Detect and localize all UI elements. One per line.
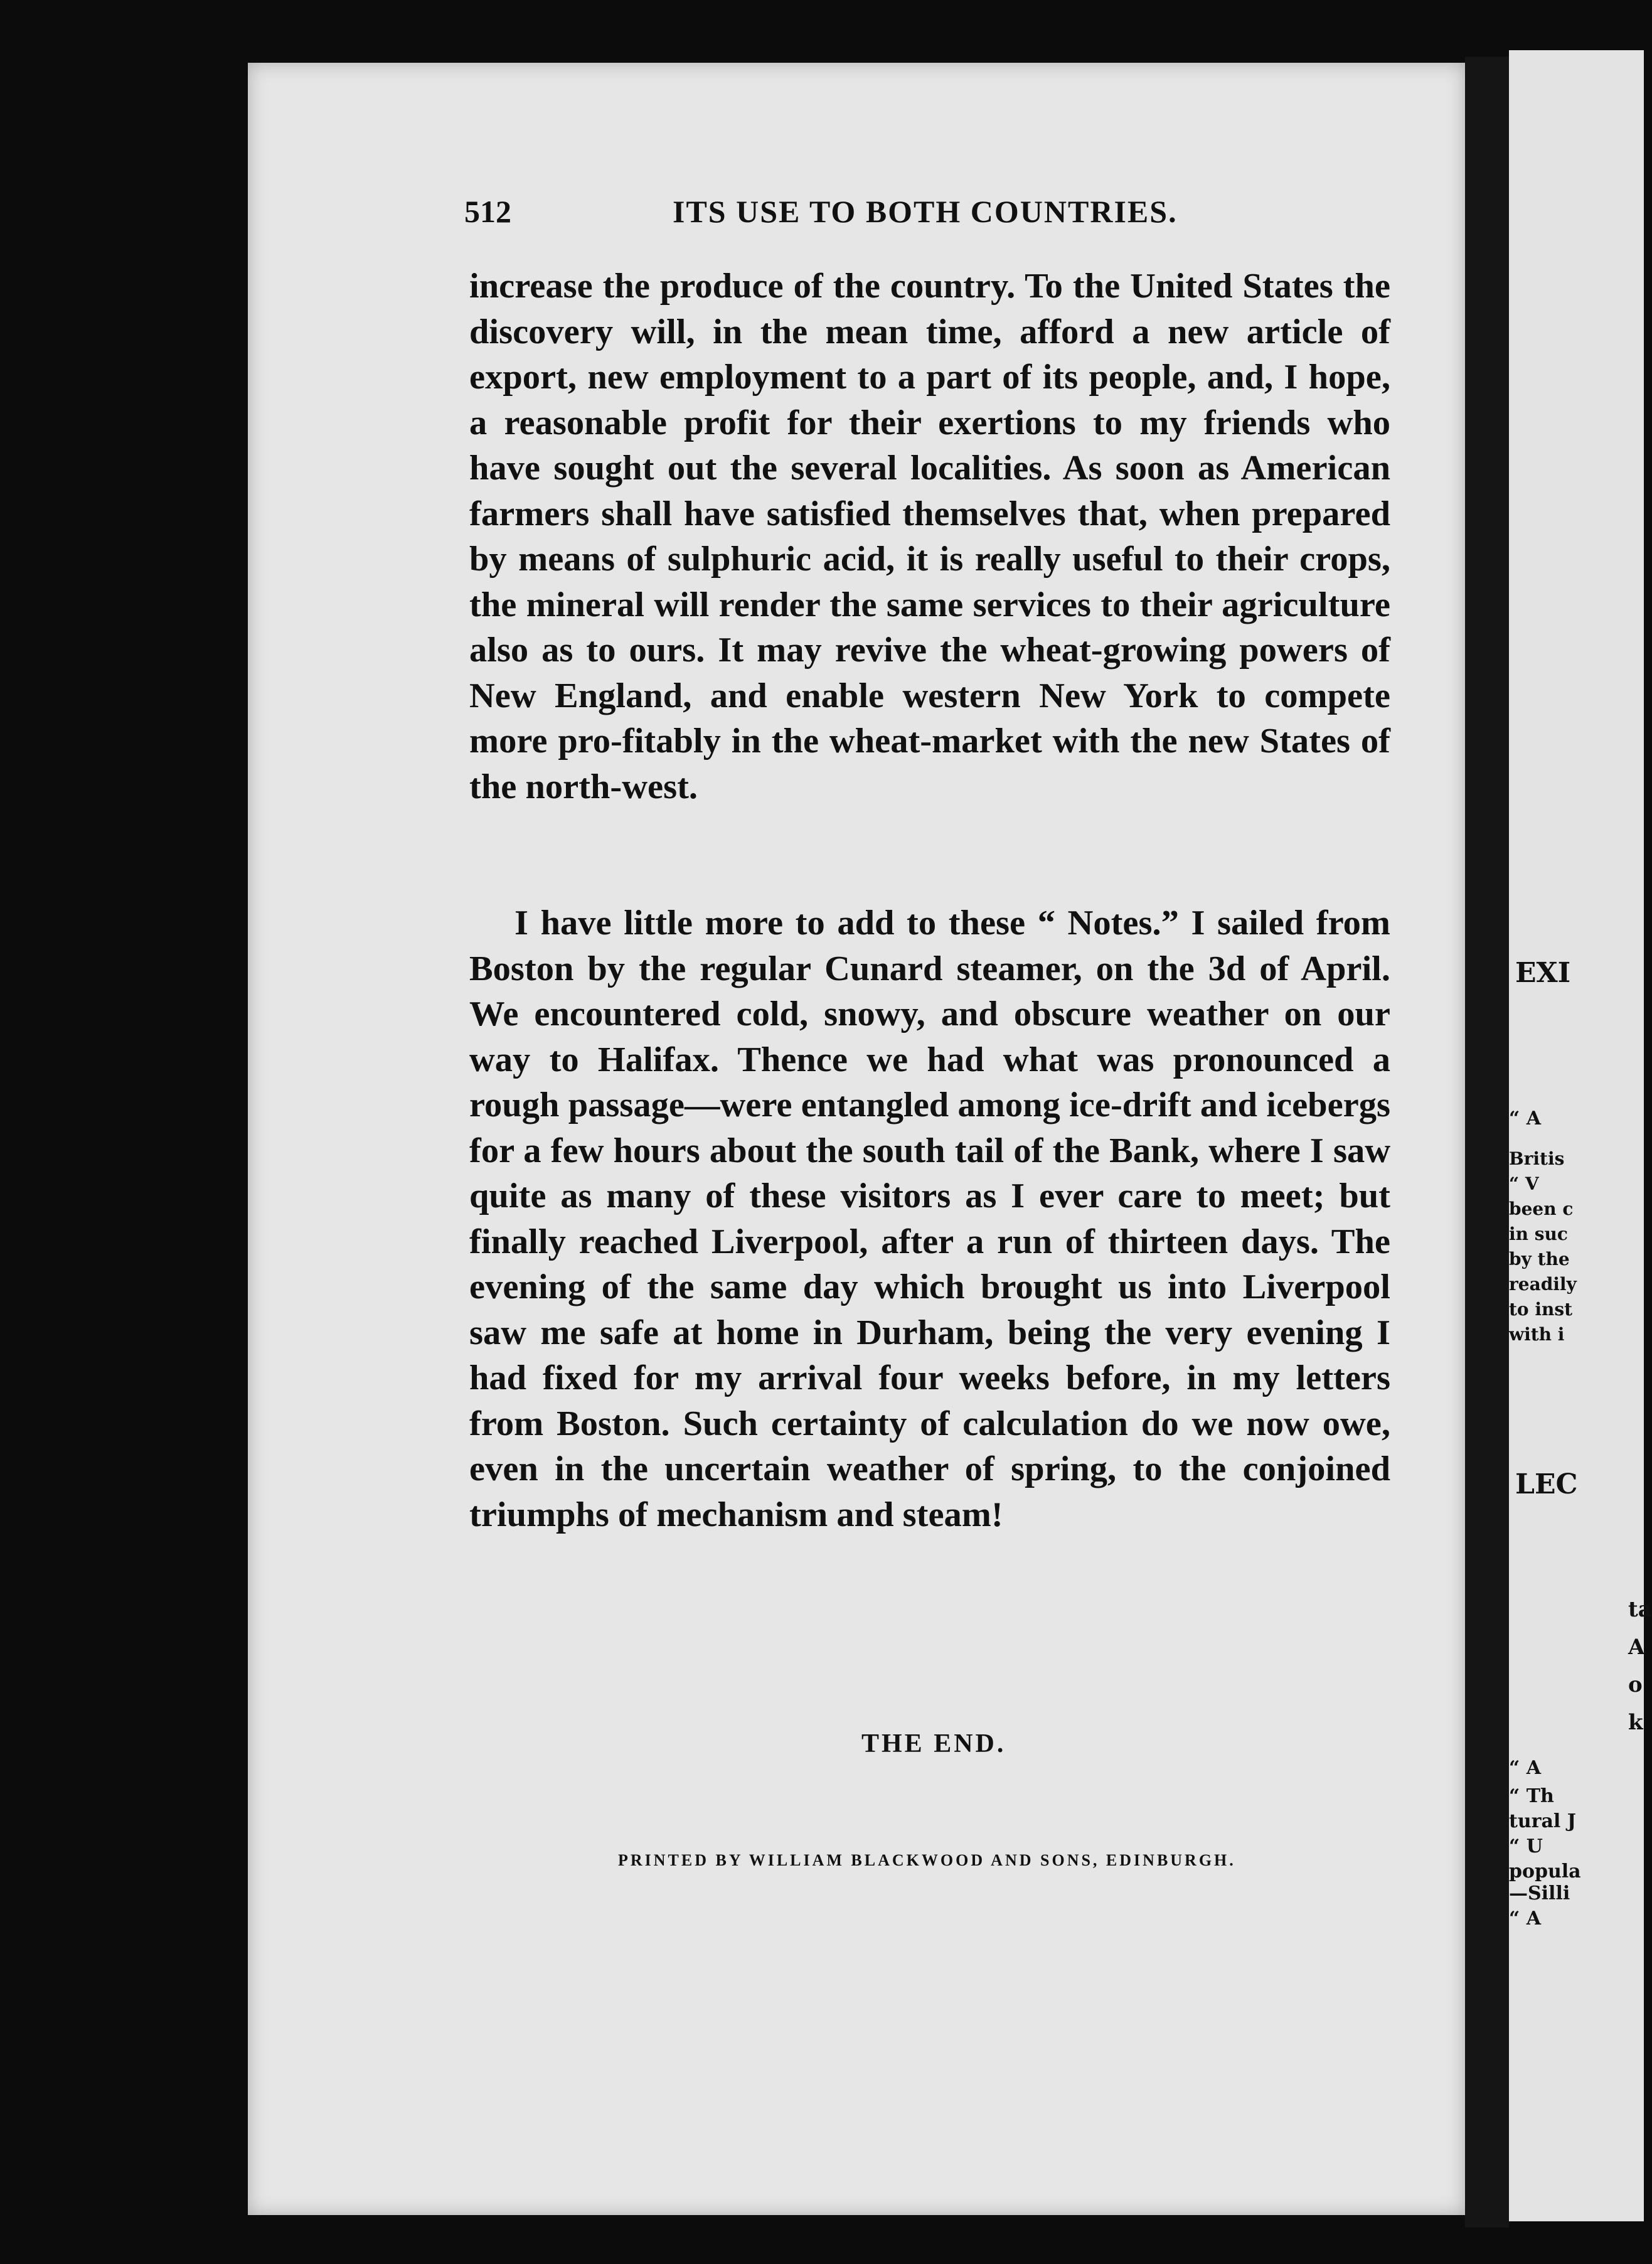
adjacent-page-text-fragment: “ A xyxy=(1509,1908,1541,1930)
adjacent-page-text-fragment: k xyxy=(1628,1710,1643,1735)
adjacent-page-text-fragment: “ A xyxy=(1509,1108,1541,1129)
binding-gutter xyxy=(1465,56,1509,2228)
the-end-mark: THE END. xyxy=(861,1729,1006,1758)
adjacent-page-text-fragment: A xyxy=(1628,1635,1645,1660)
paragraph-1: increase the produce of the country. To the United States the discovery will, in the mean time, afford a new article of export, new employment to a part of its people, and, I hope, a reasonable profit for their exertions to my friends who have sought out the several localities. As soon as American farmers shall have satisfied themselves that, when prepared by means of sulphuric acid, it is really useful to their crops, the mineral will render the same services to their agriculture also as to ours. It may revive the wheat-growing powers of New England, and enable western New York to compete more pro-fitably in the wheat-market with the new States of the north-west. xyxy=(469,267,1390,806)
adjacent-page-text-fragment: EXI xyxy=(1515,957,1571,989)
running-head-title: ITS USE TO BOTH COUNTRIES. xyxy=(673,194,1178,229)
adjacent-page-text-fragment: readily xyxy=(1509,1274,1577,1295)
adjacent-page-text-fragment: “ U xyxy=(1509,1835,1543,1857)
adjacent-page-text-fragment: LEC xyxy=(1515,1468,1578,1500)
adjacent-page-text-fragment: Britis xyxy=(1509,1148,1565,1169)
adjacent-page-fragment xyxy=(1509,50,1652,2221)
adjacent-page-text-fragment: ta xyxy=(1628,1597,1652,1622)
adjacent-page-text-fragment: “ V xyxy=(1509,1173,1539,1194)
adjacent-page-text-fragment: in suc xyxy=(1509,1224,1568,1244)
adjacent-page-text-fragment: been c xyxy=(1509,1199,1574,1219)
adjacent-page-text-fragment: o xyxy=(1628,1672,1643,1697)
adjacent-page-text-fragment: “ Th xyxy=(1509,1785,1554,1807)
adjacent-page-text-fragment: by the xyxy=(1509,1249,1570,1269)
adjacent-page-text-fragment: with i xyxy=(1509,1324,1565,1345)
page-number: 512 xyxy=(464,194,511,229)
adjacent-page-text-fragment: “ A xyxy=(1509,1757,1541,1779)
adjacent-page-text-fragment: —Silli xyxy=(1509,1882,1570,1904)
adjacent-page-text-fragment: tural J xyxy=(1509,1810,1576,1832)
paragraph-2: I have little more to add to these “ Notes.” I sailed from Boston by the regular Cunard steamer, on the 3d of April. We encountered cold, snowy, and obscure weather on our way to Halifax. Thence we had what was pronounced a rough passage—were entangled among ice-drift and icebergs for a few hours about the south tail of the Bank, where I saw quite as many of these visitors as I ever care to meet; but finally reached Liverpool, after a run of thirteen days. The evening of the same day which brought us into Liverpool saw me safe at home in Durham, being the very evening I had fixed for my arrival four weeks before, in my letters from Boston. Such certainty of calculation do we now owe, even in the uncertain weather of spring, to the conjoined triumphs of mechanism and steam! xyxy=(469,904,1390,1534)
printer-imprint: PRINTED BY WILLIAM BLACKWOOD AND SONS, EDINBURGH. xyxy=(618,1851,1236,1869)
adjacent-page-text-fragment: to inst xyxy=(1509,1299,1573,1320)
running-head xyxy=(464,193,1242,231)
adjacent-page-text-fragment: popula xyxy=(1509,1861,1581,1882)
